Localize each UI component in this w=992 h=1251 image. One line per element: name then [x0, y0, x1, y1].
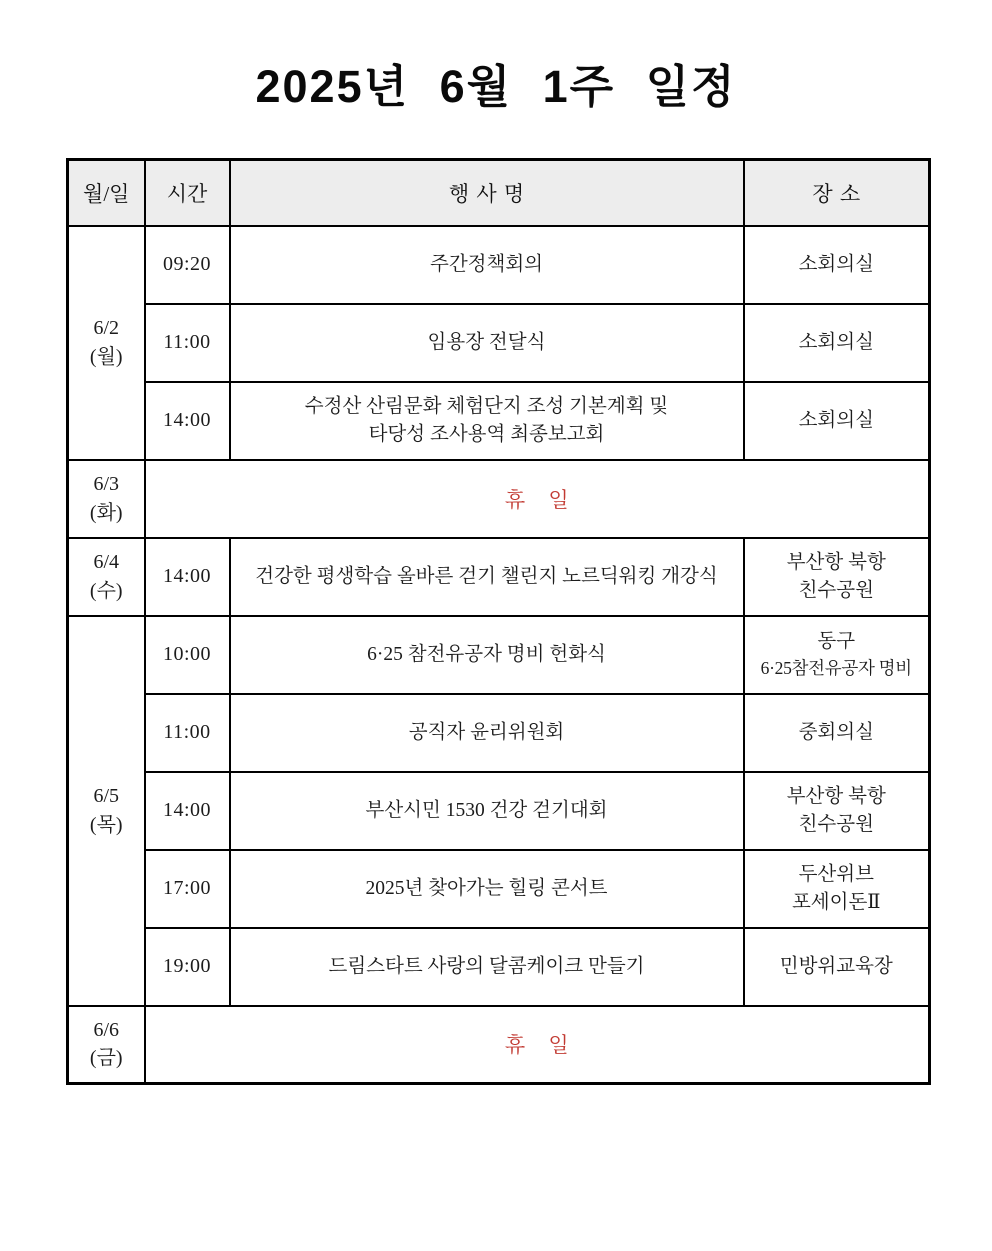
page-title: 2025년 6월 1주 일정: [255, 61, 737, 112]
day-cell-6-4: [68, 538, 145, 616]
place-cell: [744, 850, 930, 928]
table-row: [68, 226, 930, 304]
day-weekday: (목): [89, 813, 123, 836]
place-line: 동구: [817, 631, 856, 653]
place-line: 소회의실: [798, 409, 874, 431]
place-cell: [744, 772, 930, 850]
col-header-event: 행 사 명: [230, 160, 744, 226]
event-cell: [230, 694, 744, 772]
schedule-container: [66, 158, 931, 1085]
event-cell: [230, 772, 744, 850]
col-header-place: 장 소: [744, 160, 930, 226]
table-row: [68, 538, 930, 616]
time-cell: 09:20: [145, 226, 230, 304]
event-line: 6·25 참전유공자 명비 헌화식: [367, 643, 606, 665]
place-cell: [744, 304, 930, 382]
place-line: 두산위브: [798, 863, 874, 885]
event-line: 타당성 조사용역 최종보고회: [368, 423, 605, 445]
time-cell: 14:00: [145, 538, 230, 616]
event-line: 공직자 윤리위원회: [408, 721, 565, 743]
place-cell: [744, 694, 930, 772]
event-line: 부산시민 1530 건강 걷기대회: [365, 799, 608, 821]
place-line: 친수공원: [798, 813, 874, 835]
day-cell-6-6: [68, 1006, 145, 1084]
day-date: 6/2: [93, 317, 120, 340]
event-cell: [230, 928, 744, 1006]
place-cell: [744, 928, 930, 1006]
time-cell: 11:00: [145, 694, 230, 772]
place-line: 소회의실: [798, 253, 874, 275]
place-line: 포세이돈Ⅱ: [791, 891, 881, 913]
day-weekday: (금): [89, 1047, 123, 1070]
col-header-time: 시간: [145, 160, 230, 226]
day-cell-6-3: [68, 460, 145, 538]
day-date: 6/5: [93, 785, 120, 808]
time-cell: 19:00: [145, 928, 230, 1006]
event-cell: [230, 850, 744, 928]
schedule-table: [66, 158, 931, 1085]
place-line: 친수공원: [798, 579, 874, 601]
table-row: [68, 382, 930, 460]
time-cell: 10:00: [145, 616, 230, 694]
place-cell: [744, 226, 930, 304]
table-row: [68, 850, 930, 928]
event-cell: [230, 382, 744, 460]
day-weekday: (수): [89, 579, 123, 602]
holiday-cell: 휴 일: [145, 460, 930, 538]
place-line: 민방위교육장: [779, 955, 893, 977]
place-line: 부산항 북항: [786, 785, 886, 807]
time-cell: 11:00: [145, 304, 230, 382]
event-line: 2025년 찾아가는 힐링 콘서트: [365, 877, 608, 899]
event-line: 임용장 전달식: [427, 331, 546, 353]
day-date: 6/6: [93, 1018, 120, 1041]
place-line: 중회의실: [798, 721, 874, 743]
holiday-cell: 휴 일: [145, 1006, 930, 1084]
table-row: [68, 616, 930, 694]
day-date: 6/4: [93, 551, 120, 574]
place-line: 소회의실: [798, 331, 874, 353]
day-weekday: (화): [89, 501, 123, 524]
event-cell: [230, 616, 744, 694]
time-cell: 14:00: [145, 772, 230, 850]
table-row: [68, 460, 930, 538]
event-line: 수정산 산림문화 체험단지 조성 기본계획 및: [304, 395, 669, 417]
place-cell: [744, 538, 930, 616]
col-header-day: 월/일: [68, 160, 145, 226]
day-weekday: (월): [89, 345, 123, 368]
table-row: [68, 304, 930, 382]
place-line: 부산항 북항: [786, 551, 886, 573]
event-line: 건강한 평생학습 올바른 걷기 챌린지 노르딕워킹 개강식: [255, 565, 718, 587]
event-cell: [230, 226, 744, 304]
day-cell-6-2: [68, 226, 145, 460]
table-row: [68, 928, 930, 1006]
event-cell: [230, 538, 744, 616]
table-header-row: [68, 160, 930, 226]
day-cell-6-5: [68, 616, 145, 1006]
time-cell: 17:00: [145, 850, 230, 928]
place-line: 6·25참전유공자 명비: [760, 657, 912, 678]
table-row: [68, 772, 930, 850]
day-date: 6/3: [93, 473, 120, 496]
event-line: 주간정책회의: [429, 253, 544, 275]
table-row: [68, 1006, 930, 1084]
event-line: 드림스타트 사랑의 달콤케이크 만들기: [328, 955, 645, 977]
event-cell: [230, 304, 744, 382]
place-cell: [744, 382, 930, 460]
time-cell: 14:00: [145, 382, 230, 460]
place-cell: [744, 616, 930, 694]
table-row: [68, 694, 930, 772]
